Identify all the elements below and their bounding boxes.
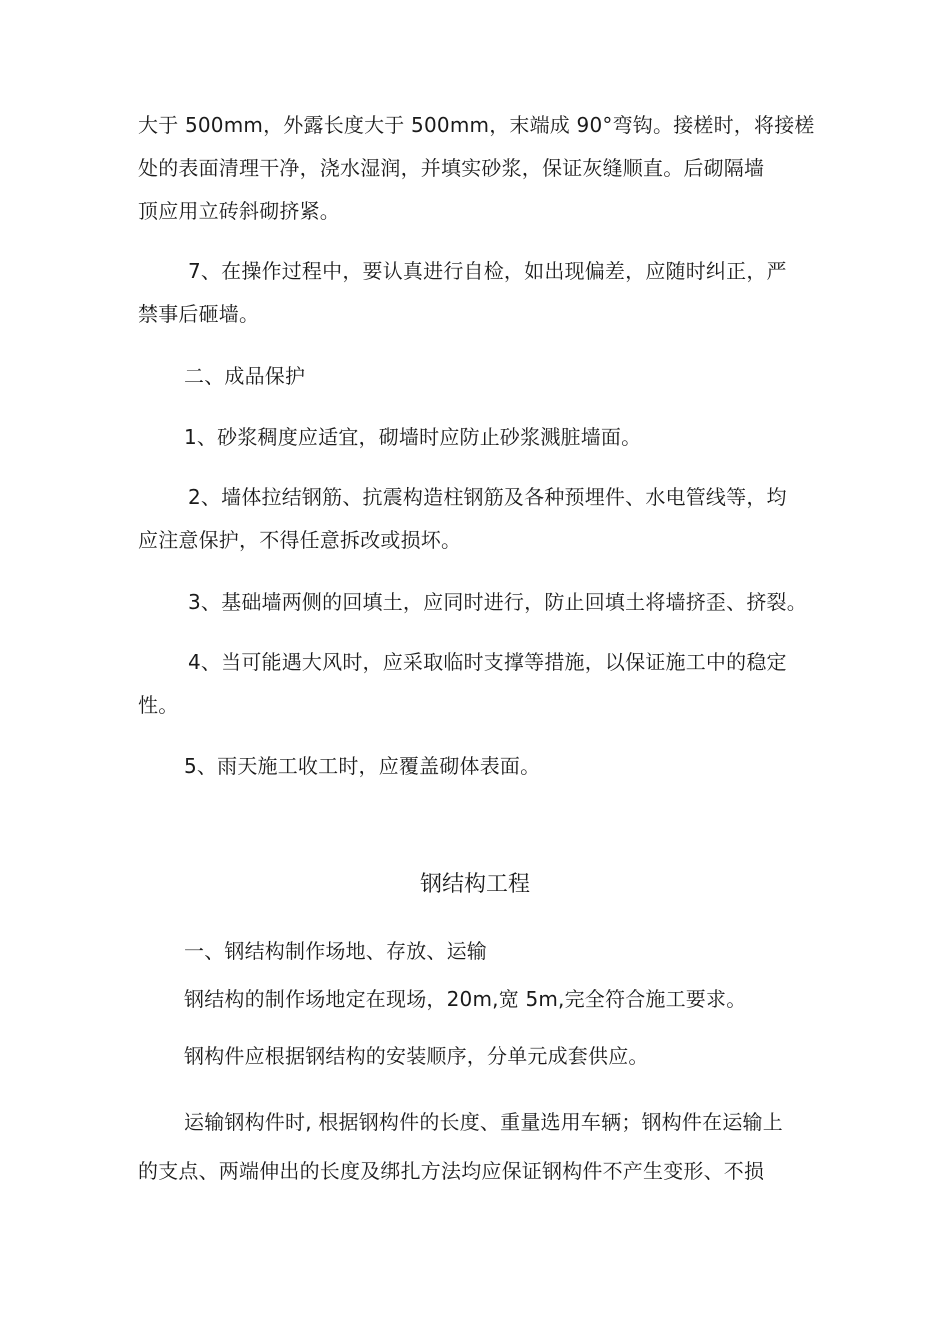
section-heading: 一、钢结构制作场地、存放、运输 <box>184 939 487 963</box>
paragraph-line: 7、在操作过程中，要认真进行自检，如出现偏差，应随时纠正，严 <box>188 259 787 283</box>
paragraph-line: 3、基础墙两侧的回填土，应同时进行，防止回填土将墙挤歪、挤裂。 <box>188 590 807 614</box>
paragraph-line: 钢结构的制作场地定在现场，20m,宽 5m,完全符合施工要求。 <box>184 987 747 1011</box>
paragraph-line: 1、砂浆稠度应适宜，砌墙时应防止砂浆溅脏墙面。 <box>184 425 642 449</box>
paragraph-line: 禁事后砸墙。 <box>138 302 260 326</box>
paragraph-line: 大于 500mm，外露长度大于 500mm，末端成 90°弯钩。接槎时，将接槎 <box>138 113 815 137</box>
paragraph-line: 4、当可能遇大风时，应采取临时支撑等措施，以保证施工中的稳定 <box>188 650 787 674</box>
paragraph-line: 应注意保护，不得任意拆改或损坏。 <box>138 528 462 552</box>
section-heading: 二、成品保护 <box>184 364 306 388</box>
paragraph-line: 5、雨天施工收工时，应覆盖砌体表面。 <box>184 754 541 778</box>
paragraph-line: 顶应用立砖斜砌挤紧。 <box>138 199 340 223</box>
paragraph-line: 性。 <box>138 693 179 717</box>
paragraph-line: 2、墙体拉结钢筋、抗震构造柱钢筋及各种预埋件、水电管线等，均 <box>188 485 787 509</box>
paragraph-line: 运输钢构件时, 根据钢构件的长度、重量选用车辆；钢构件在运输上 <box>184 1110 783 1134</box>
page-title: 钢结构工程 <box>419 872 530 897</box>
paragraph-line: 处的表面清理干净，浇水湿润，并填实砂浆，保证灰缝顺直。后砌隔墙 <box>138 156 765 180</box>
paragraph-line: 的支点、两端伸出的长度及绑扎方法均应保证钢构件不产生变形、不损 <box>138 1159 765 1183</box>
paragraph-line: 钢构件应根据钢结构的安装顺序，分单元成套供应。 <box>184 1044 649 1068</box>
